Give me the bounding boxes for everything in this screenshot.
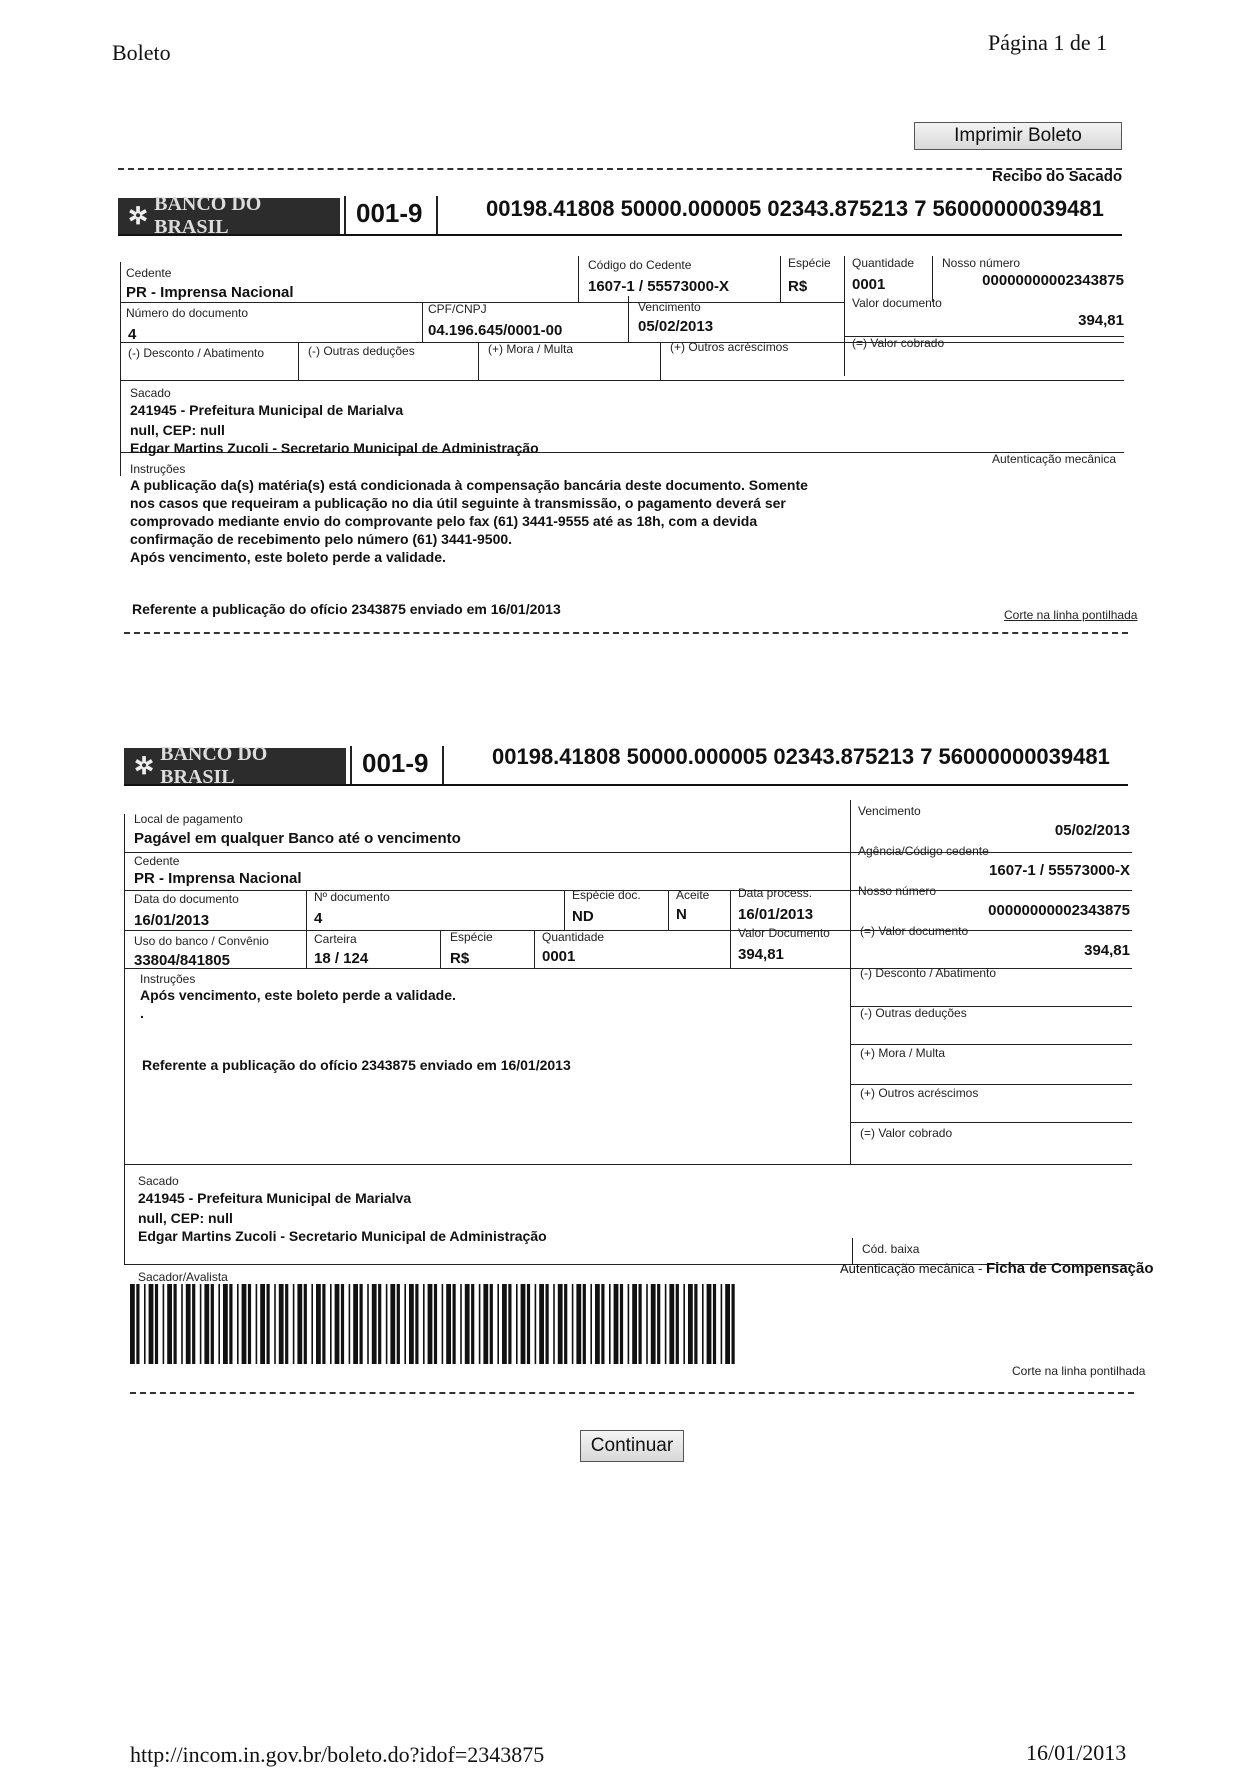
- grid: [478, 342, 479, 380]
- divider: [344, 196, 346, 234]
- cedente-label: Cedente: [126, 266, 172, 280]
- bank-code: 001-9: [356, 198, 423, 228]
- codigo-cedente-label: Código do Cedente: [588, 258, 692, 272]
- data-doc-value: 16/01/2013: [134, 912, 210, 929]
- vencimento-label: Vencimento: [858, 804, 921, 818]
- bank-logo-icon: ✲: [128, 203, 149, 230]
- grid: [850, 1044, 1132, 1045]
- instrucoes-label: Instruções: [130, 462, 186, 476]
- instrucao-dot: .: [140, 1005, 144, 1021]
- grid: [730, 890, 731, 968]
- sacado-line-1: 241945 - Prefeitura Municipal de Marialva: [138, 1190, 412, 1206]
- ficha-compensacao-label: Ficha de Compensação: [985, 1260, 1154, 1277]
- barcode: [130, 1284, 742, 1364]
- footer-url[interactable]: http://incom.in.gov.br/boleto.do?idof=2343875: [130, 1742, 545, 1767]
- instrucao-line-5: Após vencimento, este boleto perde a validade.: [130, 549, 446, 565]
- referente-text: Referente a publicação do ofício 2343875 enviado em 16/01/2013: [132, 601, 561, 617]
- grid: [124, 814, 125, 1264]
- sacado-line-2: null, CEP: null: [138, 1210, 233, 1226]
- grid: [564, 890, 565, 930]
- grid: [120, 342, 1124, 343]
- sacado-label: Sacado: [130, 386, 171, 400]
- divider: [436, 196, 438, 234]
- sacado-line-1: 241945 - Prefeitura Municipal de Marialva: [130, 402, 404, 418]
- referente-text: Referente a publicação do ofício 2343875 enviado em 16/01/2013: [142, 1057, 571, 1073]
- instrucao-line-3: comprovado mediante envio do comprovante pelo fax (61) 3441-9555 até as 18h, com a devida: [130, 513, 758, 529]
- grid: [850, 1122, 1132, 1123]
- bank-logo-icon: ✲: [134, 753, 155, 780]
- header-rule: [118, 234, 1122, 236]
- desconto-label: (-) Desconto / Abatimento: [860, 966, 997, 980]
- nosso-numero-value: 00000000002343875: [982, 272, 1124, 289]
- nosso-numero-label: Nosso número: [858, 884, 937, 898]
- valor-doc-right-value: 394,81: [1084, 942, 1130, 959]
- data-proc-value: 16/01/2013: [738, 906, 814, 923]
- grid: [422, 302, 423, 342]
- divider: [442, 746, 444, 784]
- page-title: Boleto: [112, 40, 171, 65]
- cod-baixa-label: Cód. baixa: [862, 1242, 920, 1256]
- sacado-line-2: null, CEP: null: [130, 422, 225, 438]
- especie-doc-label: Espécie doc.: [572, 888, 641, 902]
- cedente-label: Cedente: [134, 854, 180, 868]
- grid: [850, 1084, 1132, 1085]
- page-number: Página 1 de 1: [988, 30, 1108, 55]
- grid: [120, 380, 1124, 381]
- valor-doc-right-label: (=) Valor documento: [860, 924, 969, 938]
- grid: [298, 342, 299, 380]
- especie-value: R$: [788, 278, 808, 295]
- ficha-footer: [840, 1260, 1154, 1277]
- bank-code: 001-9: [362, 748, 429, 778]
- grid: [534, 930, 535, 968]
- cpf-value: 04.196.645/0001-00: [428, 322, 563, 339]
- valor-doc-value: 394,81: [1078, 312, 1124, 329]
- numero-doc-value: 4: [128, 326, 137, 343]
- sacado-line-3: Edgar Martins Zucoli - Secretario Municipal de Administração: [130, 440, 539, 456]
- grid: [850, 800, 851, 1164]
- instrucao-line-4: confirmação de recebimento pelo número (61) 3441-9500.: [130, 531, 513, 547]
- data-proc-label: Data process.: [738, 886, 813, 900]
- uso-banco-label: Uso do banco / Convênio: [134, 934, 269, 948]
- mora-label: (+) Mora / Multa: [860, 1046, 946, 1060]
- cedente-value: PR - Imprensa Nacional: [126, 284, 294, 301]
- nosso-numero-value: 00000000002343875: [988, 902, 1130, 919]
- cobrado-label: (=) Valor cobrado: [860, 1126, 953, 1140]
- instrucao-line-1: A publicação da(s) matéria(s) está condicionada à compensação bancária deste documento. Somente: [130, 477, 808, 493]
- agencia-value: 1607-1 / 55573000-X: [989, 862, 1130, 879]
- especie-label: Espécie: [788, 256, 831, 270]
- cpf-label: CPF/CNPJ: [428, 302, 487, 316]
- data-doc-label: Data do documento: [134, 892, 239, 906]
- sacado-label: Sacado: [138, 1174, 179, 1188]
- valor-doc-label: Valor Documento: [738, 926, 830, 940]
- desconto-label: (-) Desconto / Abatimento: [128, 346, 265, 360]
- num-doc-label: Nº documento: [314, 890, 390, 904]
- continue-button[interactable]: Continuar: [580, 1430, 684, 1462]
- grid: [306, 890, 307, 968]
- cut-line-middle: [124, 632, 1128, 634]
- mora-label: (+) Mora / Multa: [488, 342, 574, 356]
- outras-label: (-) Outras deduções: [308, 344, 415, 358]
- grid: [578, 256, 579, 302]
- vencimento-value: 05/02/2013: [638, 318, 714, 335]
- autenticacao-label: Autenticação mecânica -: [840, 1261, 986, 1276]
- aceite-label: Aceite: [676, 888, 710, 902]
- uso-banco-value: 33804/841805: [134, 952, 230, 969]
- numero-doc-label: Número do documento: [126, 306, 249, 320]
- sacado-line-3: Edgar Martins Zucoli - Secretario Municipal de Administração: [138, 1228, 547, 1244]
- vencimento-label: Vencimento: [638, 300, 701, 314]
- quantidade-label: Quantidade: [542, 930, 605, 944]
- quantidade-label: Quantidade: [852, 256, 915, 270]
- corte-label: Corte na linha pontilhada: [1012, 1364, 1146, 1378]
- grid: [660, 342, 661, 380]
- divider: [350, 746, 352, 784]
- agencia-label: Agência/Código cedente: [858, 844, 989, 858]
- autenticacao-label: Autenticação mecânica: [992, 452, 1117, 466]
- grid: [780, 256, 781, 302]
- bank-logo: ✲ BANCO DO BRASIL: [118, 198, 340, 234]
- corte-label: Corte na linha pontilhada: [1004, 608, 1138, 622]
- cut-line-top: [118, 168, 1122, 170]
- instrucao-line-2: nos casos que requeiram a publicação no dia útil seguinte à transmissão, o pagamento deverá ser: [130, 495, 786, 511]
- especie-value: R$: [450, 950, 470, 967]
- cut-line-bottom: [130, 1392, 1134, 1394]
- digitable-line: 00198.41808 50000.000005 02343.875213 7 56000000039481: [492, 744, 1110, 769]
- cobrado-label: (=) Valor cobrado: [852, 336, 945, 350]
- recibo-label: Recibo do Sacado: [992, 168, 1123, 185]
- nosso-numero-label: Nosso número: [942, 256, 1021, 270]
- codigo-cedente-value: 1607-1 / 55573000-X: [588, 278, 729, 295]
- acrescimos-label: (+) Outros acréscimos: [670, 340, 789, 354]
- grid: [844, 256, 845, 376]
- grid: [124, 1164, 1132, 1165]
- header-rule: [124, 784, 1128, 786]
- cedente-value: PR - Imprensa Nacional: [134, 870, 302, 887]
- instrucao-line-1: Após vencimento, este boleto perde a validade.: [140, 987, 456, 1003]
- local-value: Pagável em qualquer Banco até o vencimento: [134, 830, 461, 847]
- especie-label: Espécie: [450, 930, 493, 944]
- especie-doc-value: ND: [572, 908, 594, 925]
- acrescimos-label: (+) Outros acréscimos: [860, 1086, 979, 1100]
- valor-doc-label: Valor documento: [852, 296, 942, 310]
- print-button[interactable]: Imprimir Boleto: [914, 122, 1122, 150]
- valor-doc-value: 394,81: [738, 946, 784, 963]
- carteira-value: 18 / 124: [314, 950, 369, 967]
- grid: [120, 262, 121, 476]
- outras-label: (-) Outras deduções: [860, 1006, 967, 1020]
- instrucoes-label: Instruções: [140, 972, 196, 986]
- avalista-label: Sacador/Avalista: [138, 1270, 228, 1284]
- vencimento-value: 05/02/2013: [1054, 822, 1130, 839]
- grid: [668, 890, 669, 930]
- digitable-line: 00198.41808 50000.000005 02343.875213 7 56000000039481: [486, 196, 1104, 221]
- grid: [440, 930, 441, 968]
- grid: [628, 296, 629, 342]
- grid: [124, 930, 1132, 931]
- footer-date: 16/01/2013: [1026, 1740, 1127, 1765]
- carteira-label: Carteira: [314, 932, 357, 946]
- local-label: Local de pagamento: [134, 812, 243, 826]
- aceite-value: N: [676, 906, 687, 923]
- quantidade-value: 0001: [542, 948, 576, 965]
- bank-logo: ✲ BANCO DO BRASIL: [124, 748, 346, 784]
- quantidade-value: 0001: [852, 276, 886, 293]
- num-doc-value: 4: [314, 910, 323, 927]
